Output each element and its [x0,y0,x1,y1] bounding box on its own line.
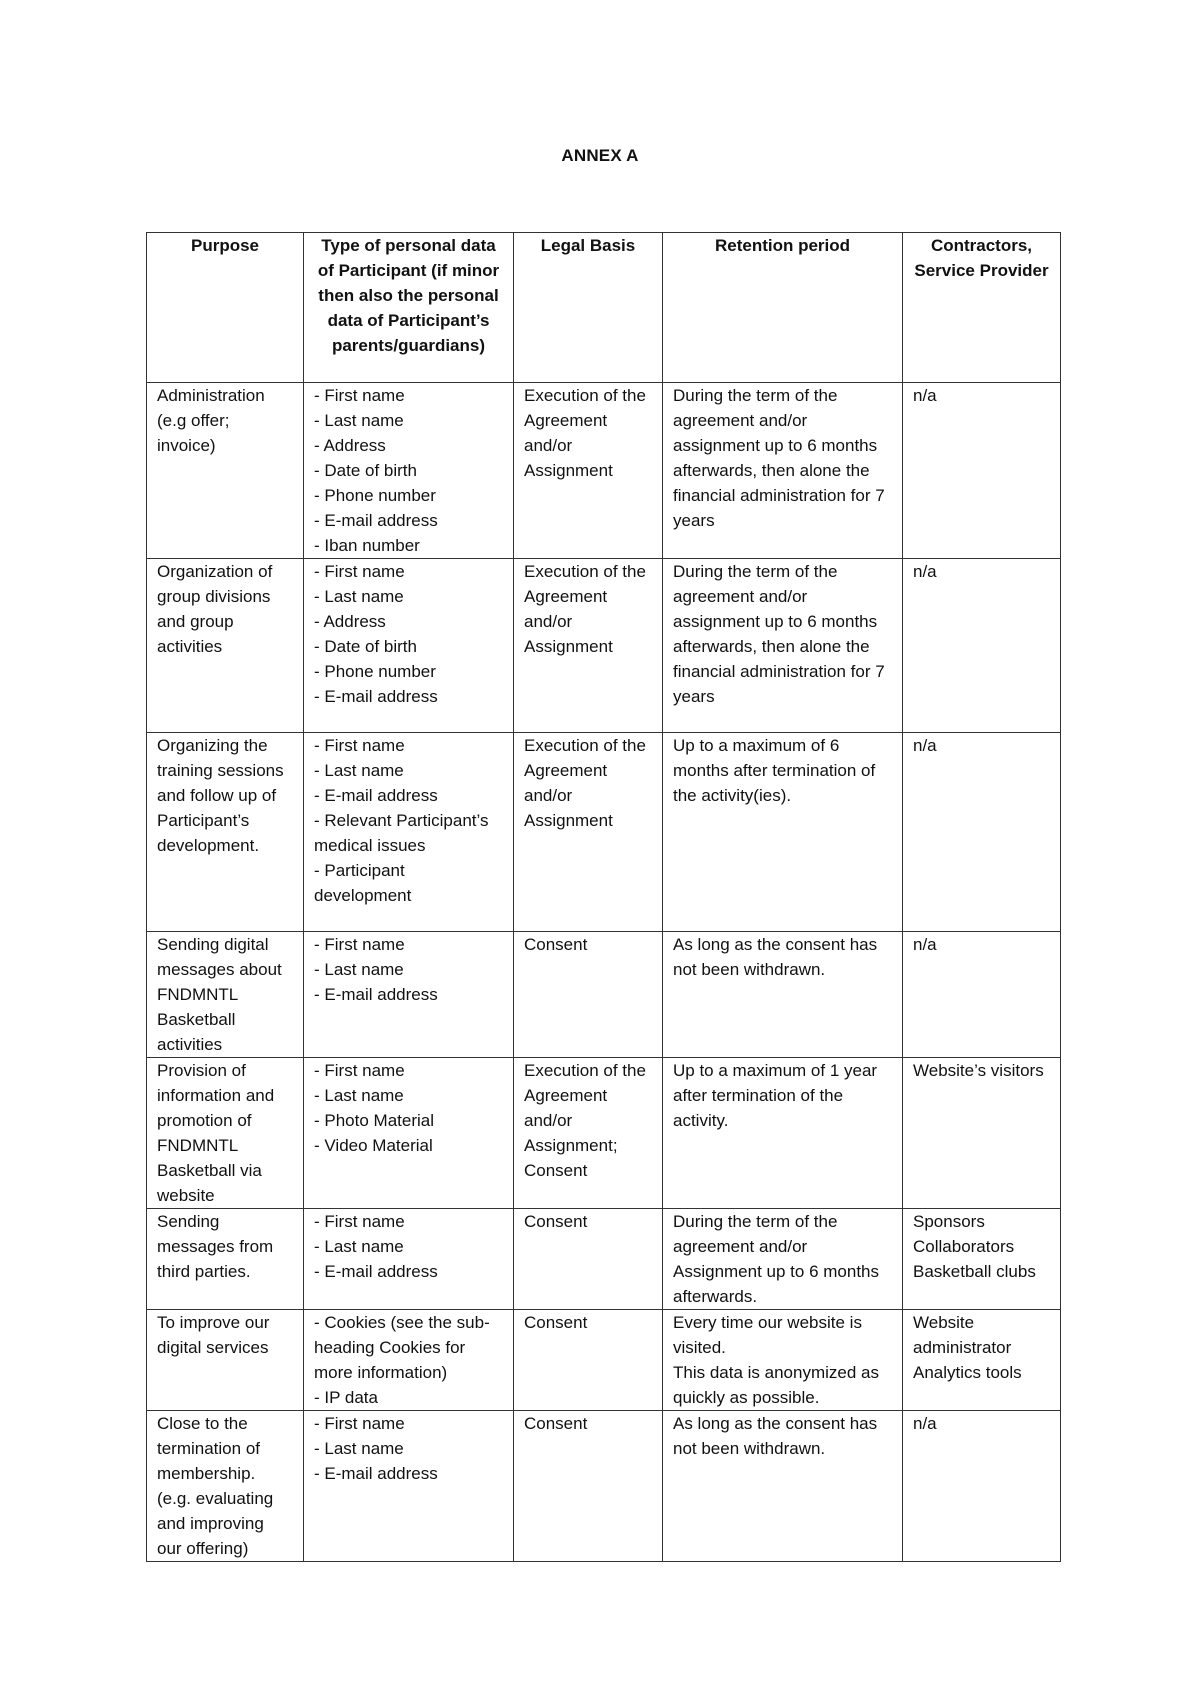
data-processing-table [146,232,1061,1562]
cell-data-types: - First name - Last name - E-mail address - Relevant Participant’s medical issues - Participant development [304,733,514,932]
cell-contractors: n/a [903,559,1061,733]
cell-legal-basis: Execution of the Agreement and/or Assignment [514,733,663,932]
cell-contractors: n/a [903,1411,1061,1562]
cell-retention: As long as the consent has not been withdrawn. [663,932,903,1058]
cell-data-types: - First name - Last name - E-mail address [304,1209,514,1310]
cell-purpose: Provision of information and promotion of FNDMNTL Basketball via website [147,1058,304,1209]
table-row [147,1058,1061,1209]
cell-contractors: Sponsors Collaborators Basketball clubs [903,1209,1061,1310]
table-row [147,1209,1061,1310]
header-legal-basis: Legal Basis [514,233,663,383]
cell-legal-basis: Execution of the Agreement and/or Assignment [514,383,663,559]
cell-data-types: - First name - Last name - Photo Material - Video Material [304,1058,514,1209]
cell-data-types: - First name - Last name - E-mail address [304,932,514,1058]
cell-retention: Every time our website is visited. This data is anonymized as quickly as possible. [663,1310,903,1411]
cell-contractors: n/a [903,733,1061,932]
cell-contractors: Website’s visitors [903,1058,1061,1209]
cell-purpose: Organization of group divisions and group activities [147,559,304,733]
cell-purpose: Close to the termination of membership. (e.g. evaluating and improving our offering) [147,1411,304,1562]
header-personal-data-type: Type of personal data of Participant (if minor then also the personal data of Participant’s parents/guardians) [304,233,514,383]
table-row [147,1310,1061,1411]
header-purpose: Purpose [147,233,304,383]
cell-legal-basis: Consent [514,1411,663,1562]
cell-retention: During the term of the agreement and/or assignment up to 6 months afterwards, then alone the financial administration for 7 years [663,383,903,559]
cell-retention: During the term of the agreement and/or Assignment up to 6 months afterwards. [663,1209,903,1310]
cell-data-types: - First name - Last name - Address - Date of birth - Phone number - E-mail address - Iban number [304,383,514,559]
cell-data-types: - First name - Last name - E-mail address [304,1411,514,1562]
header-retention-period: Retention period [663,233,903,383]
table-row [147,383,1061,559]
cell-purpose: Sending digital messages about FNDMNTL Basketball activities [147,932,304,1058]
cell-retention: Up to a maximum of 1 year after termination of the activity. [663,1058,903,1209]
table-header-row [147,233,1061,383]
cell-retention: Up to a maximum of 6 months after termination of the activity(ies). [663,733,903,932]
cell-legal-basis: Consent [514,1310,663,1411]
cell-contractors: n/a [903,932,1061,1058]
cell-purpose: To improve our digital services [147,1310,304,1411]
cell-contractors: n/a [903,383,1061,559]
cell-contractors: Website administrator Analytics tools [903,1310,1061,1411]
header-contractors: Contractors, Service Provider [903,233,1061,383]
table-row [147,559,1061,733]
table-row [147,733,1061,932]
page-title: ANNEX A [561,146,639,165]
table-row [147,1411,1061,1562]
cell-legal-basis: Consent [514,1209,663,1310]
cell-legal-basis: Consent [514,932,663,1058]
table-row [147,932,1061,1058]
cell-retention: During the term of the agreement and/or assignment up to 6 months afterwards, then alone the financial administration for 7 years [663,559,903,733]
cell-legal-basis: Execution of the Agreement and/or Assignment; Consent [514,1058,663,1209]
cell-retention: As long as the consent has not been withdrawn. [663,1411,903,1562]
cell-legal-basis: Execution of the Agreement and/or Assignment [514,559,663,733]
cell-purpose: Organizing the training sessions and follow up of Participant’s development. [147,733,304,932]
cell-data-types: - First name - Last name - Address - Date of birth - Phone number - E-mail address [304,559,514,733]
cell-data-types: - Cookies (see the sub-heading Cookies for more information) - IP data [304,1310,514,1411]
cell-purpose: Sending messages from third parties. [147,1209,304,1310]
cell-purpose: Administration (e.g offer; invoice) [147,383,304,559]
